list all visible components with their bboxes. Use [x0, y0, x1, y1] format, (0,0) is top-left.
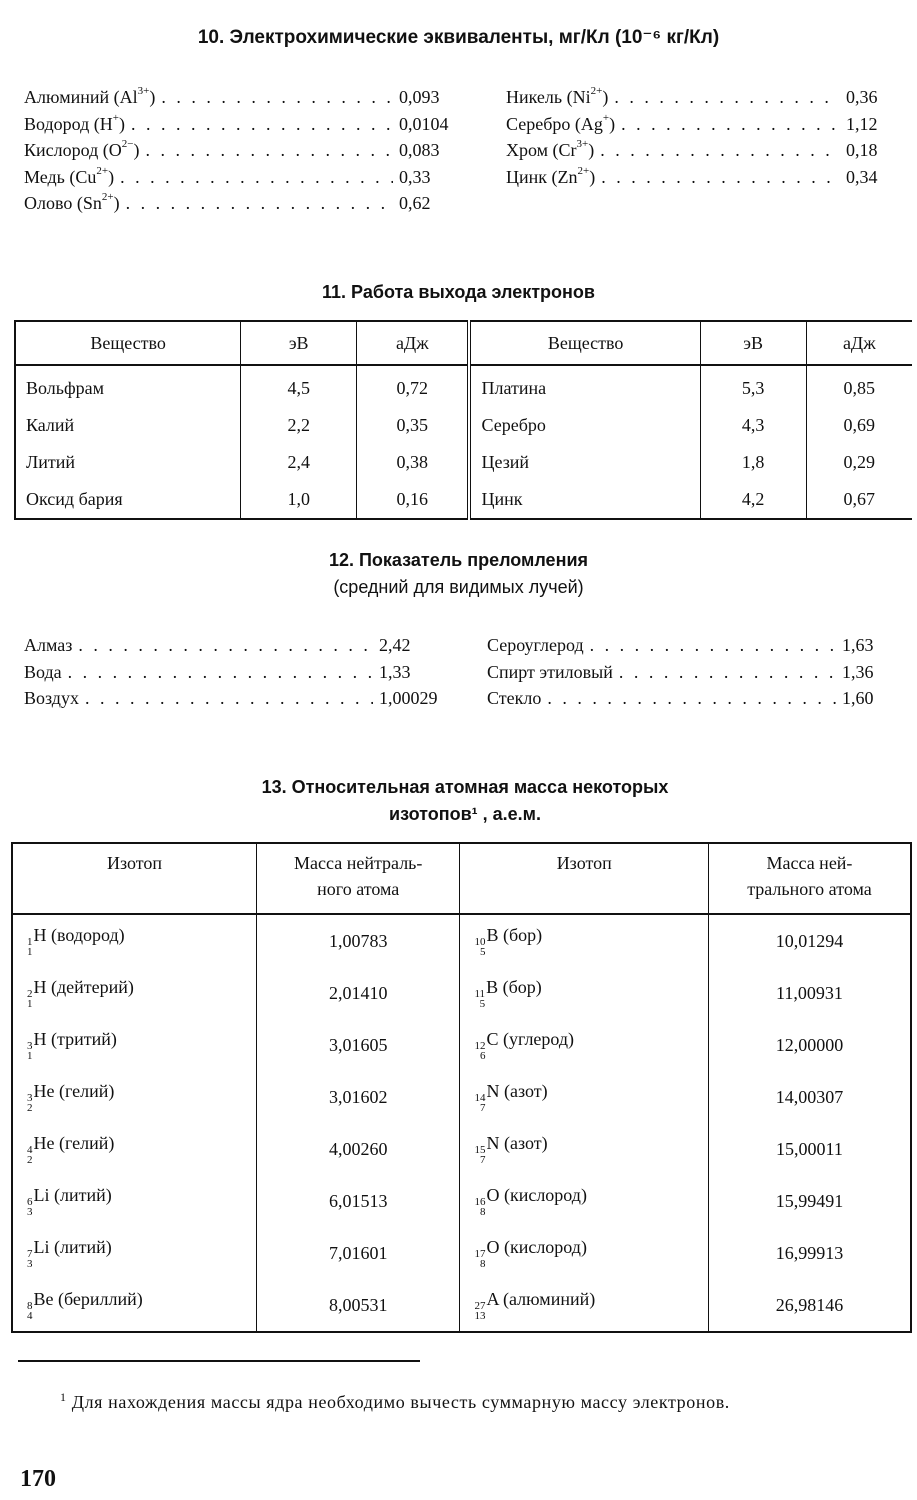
section-10-right-list [506, 87, 901, 193]
refraction-value: 1,33 [379, 661, 411, 682]
isotope-cell [460, 914, 708, 967]
dot-leader [601, 167, 840, 188]
aj-cell: 0,67 [843, 489, 876, 509]
dot-leader [590, 635, 836, 656]
aj-cell: 0,38 [357, 444, 470, 481]
atomic-number: 5 [479, 946, 486, 958]
section-12-subtitle: (средний для видимых лучей) [333, 577, 584, 597]
isotope-name: Li (литий) [33, 1185, 112, 1205]
mass-number: 6 [27, 1196, 33, 1208]
table-row [15, 481, 912, 519]
isotope-cell [460, 1123, 708, 1175]
table-row [12, 914, 911, 967]
isotope-name: N (азот) [486, 1081, 548, 1101]
refraction-value: 1,60 [842, 688, 874, 708]
mass-cell: 7,01601 [256, 1227, 460, 1279]
list-item [24, 688, 464, 715]
isotope-name: B (бор) [486, 977, 542, 997]
isotope-cell [460, 967, 708, 1019]
mass-cell: 6,01513 [256, 1175, 460, 1227]
aj-cell: 0,72 [357, 365, 470, 407]
ion-name: Водород (H [24, 113, 113, 134]
isotope-mass-table [11, 842, 912, 1333]
section-12-title: 12. Показатель преломления [328, 550, 589, 570]
column-header: эВ [241, 321, 357, 365]
list-item [24, 662, 464, 689]
mass-cell: 3,01605 [256, 1019, 460, 1071]
atomic-number: 3 [27, 1258, 33, 1270]
refraction-value: 1,36 [842, 661, 874, 682]
ev-cell: 5,3 [700, 365, 806, 407]
mass-cell: 11,00931 [776, 982, 843, 1003]
list-item: Никель $(Ni^{2+})$ . . . 0,36 [506, 87, 901, 114]
ion-name: Цинк (Zn [506, 166, 578, 187]
nuclide-notation [27, 1145, 33, 1165]
column-header [256, 843, 460, 914]
aj-cell: 0,69 [843, 415, 876, 435]
ion-charge: 2+ [96, 164, 109, 177]
atomic-number: 1 [27, 946, 33, 958]
list-item [487, 688, 892, 715]
equivalent-value: 0,18 [846, 140, 878, 160]
atomic-number: 1 [27, 998, 33, 1010]
mass-number: 27 [474, 1300, 486, 1312]
equivalent-value: 0,36 [846, 87, 878, 107]
mass-number: 3 [27, 1092, 33, 1104]
atomic-number: 7 [479, 1102, 486, 1114]
substance-cell: Литий [15, 444, 241, 481]
nuclide-notation [27, 937, 33, 957]
isotope-name: B (бор) [486, 925, 543, 945]
mass-number: 1 [27, 936, 33, 948]
work-function-table [14, 320, 912, 520]
isotope-name: N (азот) [486, 1133, 548, 1153]
nuclide-notation [474, 989, 485, 1009]
list-item: Медь $(Cu^{2+})$ . . . 0,33 [24, 167, 479, 194]
isotope-cell [460, 1227, 708, 1279]
mass-number: 14 [474, 1092, 486, 1104]
atomic-number: 7 [479, 1154, 486, 1166]
mass-number: 8 [27, 1300, 33, 1312]
mass-cell: 15,00011 [776, 1138, 843, 1159]
aj-cell: 0,29 [843, 452, 876, 472]
dot-leader [68, 662, 373, 683]
section-13-title-line1: 13. Относительная атомная масса некоторых [261, 777, 669, 797]
substance-cell: Платина [469, 365, 700, 407]
nuclide-notation [474, 1197, 485, 1217]
column-header [708, 843, 911, 914]
column-header: аДж [806, 321, 912, 365]
ion-name: Хром (Cr [506, 140, 577, 160]
isotope-name: H (водород) [33, 925, 125, 945]
atomic-number: 8 [479, 1206, 486, 1218]
medium-name: Воздух [24, 688, 79, 708]
substance-cell: Калий [15, 407, 241, 444]
atomic-number: 8 [479, 1258, 486, 1270]
dot-leader [85, 688, 373, 709]
isotope-cell [12, 1019, 256, 1071]
medium-name: Сероуглерод [487, 635, 584, 655]
column-header: эВ [700, 321, 806, 365]
ion-charge: 2+ [590, 85, 603, 97]
dot-leader [126, 193, 393, 214]
substance-cell: Цинк [469, 481, 700, 519]
substance-cell: Вольфрам [15, 365, 241, 407]
table-row [15, 407, 912, 444]
mass-cell: 12,00000 [775, 1034, 844, 1055]
mass-cell: 2,01410 [256, 967, 460, 1019]
isotope-cell [12, 1123, 256, 1175]
atomic-number: 2 [27, 1102, 33, 1114]
dot-leader [120, 167, 393, 188]
ev-cell: 4,3 [700, 407, 806, 444]
ev-cell: 4,2 [700, 481, 806, 519]
nuclide-notation [27, 1197, 33, 1217]
header-line: трального атома [747, 879, 872, 899]
footnote [18, 1382, 908, 1418]
isotope-name: C (углерод) [486, 1029, 575, 1049]
medium-name: Алмаз [24, 635, 73, 655]
table-row [12, 1019, 911, 1071]
nuclide-notation [474, 1041, 485, 1061]
mass-cell: 4,00260 [256, 1123, 460, 1175]
equivalent-value: 0,34 [846, 166, 878, 187]
isotope-name: A (алюминий) [486, 1289, 596, 1309]
mass-number: 4 [27, 1144, 33, 1156]
dot-leader [145, 140, 393, 161]
section-13-title-line2: изотопов¹ , а.е.м. [389, 804, 541, 824]
section-12-left-list [24, 635, 464, 715]
nuclide-notation [474, 1249, 485, 1269]
mass-number: 7 [27, 1248, 33, 1260]
footnote-divider [18, 1360, 420, 1362]
table-row [12, 1123, 911, 1175]
isotope-name: He (гелий) [33, 1133, 115, 1153]
nuclide-notation [474, 1301, 485, 1321]
table-row [12, 1279, 911, 1332]
section-10-left-list [24, 87, 479, 220]
mass-number: 15 [474, 1144, 486, 1156]
header-line: Масса нейтраль- [294, 853, 423, 873]
nuclide-notation [27, 1249, 33, 1269]
ion-name: Серебро (Ag [506, 113, 603, 134]
table-row [12, 1175, 911, 1227]
dot-leader [547, 688, 836, 709]
page-number: 170 [20, 1466, 56, 1492]
mass-number: 11 [474, 988, 486, 1000]
mass-cell: 26,98146 [775, 1294, 844, 1315]
isotope-name: O (кислород) [486, 1237, 587, 1257]
isotope-cell [460, 1071, 708, 1123]
aj-cell: 0,35 [357, 407, 470, 444]
section-10-title: 10. Электрохимические эквиваленты, мг/Кл (10⁻⁶ кг/Кл) [197, 27, 720, 48]
nuclide-notation [27, 1301, 33, 1321]
nuclide-notation [27, 1093, 33, 1113]
footnote-text: Для нахождения массы ядра необходимо вычесть суммарную массу электронов. [71, 1392, 730, 1412]
substance-cell: Оксид бария [15, 481, 241, 519]
table-row [12, 1227, 911, 1279]
list-item [487, 662, 892, 689]
ion-charge: + [112, 111, 119, 124]
ion-charge: 3+ [137, 85, 150, 97]
table-row [15, 365, 912, 407]
mass-number: 12 [474, 1040, 486, 1052]
dot-leader [161, 87, 393, 108]
nuclide-notation [27, 1041, 33, 1061]
mass-number: 17 [474, 1248, 486, 1260]
column-header: Изотоп [460, 843, 708, 914]
mass-cell: 15,99491 [775, 1190, 844, 1211]
list-item: Алюминий $(Al^{3+})$ . . . 0,093 [24, 87, 479, 114]
dot-leader [614, 87, 840, 108]
isotope-name: H (дейтерий) [33, 977, 134, 997]
equivalent-value: 0,33 [399, 166, 431, 187]
ev-cell: 2,2 [241, 407, 357, 444]
equivalent-value: 0,083 [399, 140, 440, 160]
isotope-name: He (гелий) [33, 1081, 115, 1101]
atomic-number: 1 [27, 1050, 33, 1062]
table-row [12, 967, 911, 1019]
isotope-cell [12, 1175, 256, 1227]
ion-name: Алюминий (Al [24, 87, 138, 107]
refraction-value: 1,00029 [379, 688, 438, 708]
isotope-cell [12, 1071, 256, 1123]
dot-leader [131, 114, 393, 135]
list-item: Серебро (Ag+) . . . 1,12 [506, 114, 901, 141]
dot-leader [600, 140, 840, 161]
atomic-number: 5 [479, 998, 486, 1010]
atomic-number: 2 [27, 1154, 33, 1166]
atomic-number: 3 [27, 1206, 33, 1218]
mass-cell: 8,00531 [256, 1279, 460, 1332]
ion-charge: + [602, 111, 610, 124]
ion-charge: 3+ [576, 138, 589, 150]
dot-leader [78, 635, 373, 656]
equivalent-value: 1,12 [846, 113, 878, 134]
ev-cell: 1,8 [700, 444, 806, 481]
substance-cell: Цезий [469, 444, 700, 481]
ion-name: Никель (Ni [506, 87, 591, 107]
ion-charge: 2+ [101, 191, 114, 203]
dot-leader [621, 114, 840, 135]
isotope-cell [12, 914, 256, 967]
equivalent-value: 0,62 [399, 193, 431, 213]
atomic-number: 4 [27, 1310, 33, 1322]
equivalent-value: 0,0104 [399, 113, 449, 134]
nuclide-notation [474, 1145, 485, 1165]
column-header: аДж [357, 321, 470, 365]
column-header: Вещество [15, 321, 241, 365]
mass-cell: 14,00307 [775, 1086, 844, 1107]
atomic-number: 13 [474, 1310, 486, 1322]
dot-leader [619, 662, 836, 683]
mass-number: 2 [27, 988, 33, 1000]
mass-cell: 16,99913 [775, 1242, 844, 1263]
isotope-cell [12, 967, 256, 1019]
mass-number: 3 [27, 1040, 33, 1052]
nuclide-notation [474, 937, 485, 957]
mass-number: 10 [474, 936, 486, 948]
section-11-title: 11. Работа выхода электронов [322, 282, 595, 302]
table-row [15, 444, 912, 481]
header-line: ного атома [317, 879, 400, 899]
mass-cell: 3,01602 [256, 1071, 460, 1123]
ion-name: Олово (Sn [24, 193, 102, 213]
ev-cell: 2,4 [241, 444, 357, 481]
isotope-cell [12, 1279, 256, 1332]
nuclide-notation [474, 1093, 485, 1113]
nuclide-notation [27, 989, 33, 1009]
ion-charge: 2− [121, 138, 134, 150]
list-item: Водород (H+) . . . 0,0104 [24, 114, 479, 141]
mass-number: 16 [474, 1196, 486, 1208]
header-line: Масса ней- [766, 853, 853, 873]
aj-cell: 0,85 [843, 378, 876, 398]
ion-charge: 2+ [577, 164, 590, 177]
refraction-value: 2,42 [379, 635, 411, 655]
table-row [12, 1071, 911, 1123]
isotope-cell [12, 1227, 256, 1279]
medium-name: Вода [24, 661, 62, 682]
ev-cell: 1,0 [241, 481, 357, 519]
isotope-name: Be (бериллий) [33, 1289, 143, 1309]
ev-cell: 4,5 [241, 365, 357, 407]
list-item: Хром $(Cr^{3+})$ . . . 0,18 [506, 140, 901, 167]
medium-name: Спирт этиловый [487, 661, 613, 682]
atomic-number: 6 [479, 1050, 486, 1062]
aj-cell: 0,16 [357, 481, 470, 519]
list-item [487, 635, 892, 662]
isotope-name: H (тритий) [33, 1029, 117, 1049]
medium-name: Стекло [487, 688, 542, 708]
refraction-value: 1,63 [842, 635, 874, 655]
isotope-name: O (кислород) [486, 1185, 587, 1205]
ion-name: Кислород (O [24, 140, 122, 160]
column-header: Изотоп [12, 843, 256, 914]
list-item: Кислород $(O^{2-})$ . . . 0,083 [24, 140, 479, 167]
isotope-name: Li (литий) [33, 1237, 112, 1257]
list-item: Олово $(Sn^{2+})$ . . . 0,62 [24, 193, 479, 220]
isotope-cell [460, 1175, 708, 1227]
footnote-mark: 1 [60, 1390, 67, 1404]
equivalent-value: 0,093 [399, 87, 440, 107]
list-item: Цинк $(Zn^{2+})$ . . . 0,34 [506, 167, 901, 194]
mass-cell: 10,01294 [775, 930, 844, 951]
isotope-cell [460, 1279, 708, 1332]
substance-cell: Серебро [469, 407, 700, 444]
ion-name: Медь (Cu [24, 166, 97, 187]
section-12-right-list [487, 635, 892, 715]
column-header: Вещество [469, 321, 700, 365]
mass-cell: 1,00783 [256, 914, 460, 967]
list-item [24, 635, 464, 662]
isotope-cell [460, 1019, 708, 1071]
